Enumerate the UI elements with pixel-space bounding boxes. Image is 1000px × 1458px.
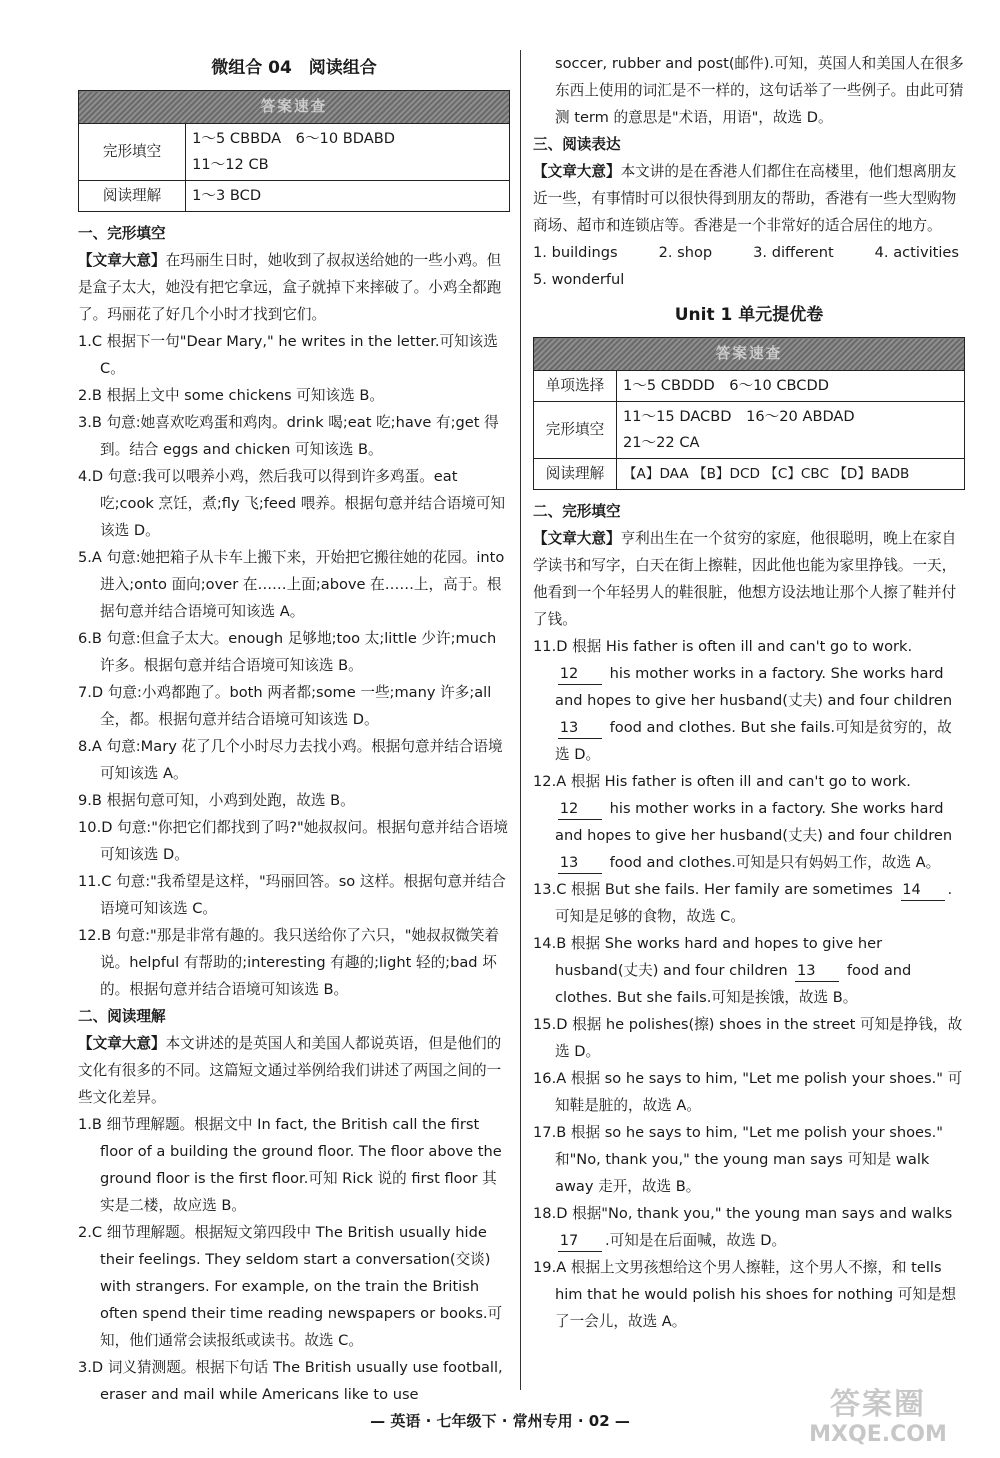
answer-line: 1～3 BCD bbox=[192, 187, 262, 204]
summary-tag: 【文章大意】 bbox=[78, 252, 166, 269]
explanation-text: 根据 so he says to him, "Let me polish your shoes." 可知鞋是脏的，故选 A。 bbox=[555, 1070, 963, 1114]
article-summary bbox=[78, 247, 510, 328]
question-number: 10.D bbox=[78, 819, 113, 836]
blank-number: 13 bbox=[558, 718, 602, 739]
question-number: 16.A bbox=[533, 1070, 567, 1087]
explanation-text: 根据上文中 some chickens 可知该选 B。 bbox=[106, 387, 384, 404]
answer-explanation bbox=[533, 930, 965, 1011]
answer-row-values bbox=[616, 459, 964, 490]
question-number: 7.D bbox=[78, 684, 104, 701]
answer-row-values bbox=[616, 371, 964, 402]
question-number: 2.B bbox=[78, 387, 102, 404]
answer-explanation bbox=[78, 382, 510, 409]
explanation-text: food and clothes. But she fails.可知是挨饿，故选 B。 bbox=[555, 962, 912, 1006]
watermark-logo: 答案圈 bbox=[830, 1387, 926, 1422]
explanation-text: 句意:她把箱子从卡车上搬下来，开始把它搬往她的花园。into 进入;onto 面向;over 在……上面;above 在……上，高于。根据句意并结合语境可知该选 A。 bbox=[100, 549, 505, 620]
page-footer: — 英语 · 七年级下 · 常州专用 · 02 — bbox=[370, 1412, 630, 1430]
right-column bbox=[533, 50, 965, 1335]
answer-row-label: 阅读理解 bbox=[79, 181, 186, 212]
answer-table-header: 答案速查 bbox=[79, 91, 510, 124]
answer-row bbox=[79, 181, 510, 212]
answer-explanation bbox=[78, 463, 510, 544]
explanation-text: 根据句意可知，小鸡到处跑，故选 B。 bbox=[106, 792, 355, 809]
summary-text: 在玛丽生日时，她收到了叔叔送给她的一些小鸡。但是盒子太大，她没有把它拿远，盒子就掉下来摔破了。小鸡全都跑了。玛丽花了好几个小时才找到它们。 bbox=[78, 252, 502, 323]
question-number: 15.D bbox=[533, 1016, 568, 1033]
explanation-text: 句意:"那是非常有趣的。我只送给你了六只，"她叔叔微笑着说。helpful 有帮助的;interesting 有趣的;light 轻的;bad 坏的。根据句意并结合语境可知该选 B。 bbox=[100, 927, 500, 998]
answer-row-values bbox=[616, 402, 964, 459]
answer-explanation bbox=[533, 633, 965, 768]
explanation-text: his mother works in a factory. She works hard and hopes to give her husband(丈夫) and four children bbox=[555, 800, 953, 844]
answer-row-values bbox=[186, 181, 510, 212]
question-number: 1.C bbox=[78, 333, 103, 350]
question-number: 1.B bbox=[78, 1116, 102, 1133]
answer-explanation bbox=[78, 679, 510, 733]
fill-answer: 3. different bbox=[753, 244, 834, 261]
answer-line bbox=[533, 239, 965, 266]
article-summary bbox=[533, 525, 965, 633]
answer-explanation bbox=[533, 1200, 965, 1254]
article-summary bbox=[533, 158, 965, 239]
answer-explanation bbox=[533, 1065, 965, 1119]
question-number: 11.C bbox=[78, 873, 112, 890]
answer-table-header: 答案速查 bbox=[534, 338, 965, 371]
answer-explanation bbox=[78, 733, 510, 787]
explanation-text: 句意:Mary 花了几个小时尽力去找小鸡。根据句意并结合语境可知该选 A。 bbox=[100, 738, 503, 782]
explanation-text: 根据 His father is often ill and can't go to work. bbox=[570, 773, 911, 790]
answer-explanation bbox=[78, 328, 510, 382]
explanation-text: 根据 so he says to him, "Let me polish your shoes." 和"No, thank you," the young man says 可知是 walk away 走开，故选 B。 bbox=[555, 1124, 943, 1195]
answer-explanation bbox=[78, 922, 510, 1003]
answer-explanation bbox=[533, 768, 965, 876]
question-number: 4.D bbox=[78, 468, 104, 485]
explanation-text: 细节理解题。根据短文第四段中 The British usually hide their feelings. They seldom start a conversation(交谈) with strangers. For example, on the train the British often spend their time reading newspapers or books.可知，他们通常会读报纸或读书。故选 C。 bbox=[100, 1224, 503, 1349]
answer-explanation bbox=[533, 1011, 965, 1065]
summary-tag: 【文章大意】 bbox=[533, 530, 621, 547]
question-number: 5.A bbox=[78, 549, 102, 566]
summary-text: 本文讲的是在香港人们都住在高楼里，他们想离朋友近一些，有事情时可以很快得到朋友的帮助，香港有一些大型购物商场、超市和连锁店等。香港是一个非常好的适合居住的地方。 bbox=[533, 163, 957, 234]
answer-explanation bbox=[533, 1119, 965, 1200]
summary-text: 本文讲述的是英国人和美国人都说英语，但是他们的文化有很多的不同。这篇短文通过举例给我们讲述了两国之间的一些文化差异。 bbox=[78, 1035, 502, 1106]
explanation-text: 句意:"你把它们都找到了吗?"她叔叔问。根据句意并结合语境可知该选 D。 bbox=[100, 819, 509, 863]
answer-line: 21～22 CA bbox=[622, 434, 700, 451]
question-number: 12.A bbox=[533, 773, 567, 790]
question-number: 14.B bbox=[533, 935, 567, 952]
question-number: 2.C bbox=[78, 1224, 103, 1241]
explanation-text: 词义猜测题。根据下句话 The British usually use football, eraser and mail while Americans like to use bbox=[100, 1359, 503, 1403]
section-title: 微组合 04 阅读组合 bbox=[211, 58, 377, 78]
fill-answer: 1. buildings bbox=[533, 244, 618, 261]
fill-answer: 2. shop bbox=[658, 244, 713, 261]
answer-row-values bbox=[186, 124, 510, 181]
explanation-text: 句意:小鸡都跑了。both 两者都;some 一些;many 许多;all 全，都。根据句意并结合语境可知该选 D。 bbox=[100, 684, 492, 728]
blank-number: 13 bbox=[558, 853, 602, 874]
fill-answer: 4. activities bbox=[874, 244, 959, 261]
answer-explanation bbox=[78, 544, 510, 625]
answer-line: 11～12 CB bbox=[192, 156, 269, 173]
blank-number: 13 bbox=[795, 961, 839, 982]
explanation-text: 根据"No, thank you," the young man says and walks bbox=[572, 1205, 953, 1222]
column-divider bbox=[520, 50, 521, 1390]
answer-explanation bbox=[78, 787, 510, 814]
summary-tag: 【文章大意】 bbox=[533, 163, 621, 180]
summary-text: 亨利出生在一个贫穷的家庭，他很聪明，晚上在家自学读书和写字，白天在街上擦鞋，因此他也能为家里挣钱。一天，他看到一个年轻男人的鞋很脏，他想方设法地让那个人擦了鞋并付了钱。 bbox=[533, 530, 957, 628]
explanation-text: 根据下一句"Dear Mary," he writes in the letter.可知该选 C。 bbox=[100, 333, 498, 377]
answer-row bbox=[534, 402, 965, 459]
blank-number: 12 bbox=[558, 799, 602, 820]
question-number: 18.D bbox=[533, 1205, 568, 1222]
answer-explanation bbox=[533, 876, 965, 930]
question-number: 3.D bbox=[78, 1359, 104, 1376]
question-number: 17.B bbox=[533, 1124, 567, 1141]
question-number: 9.B bbox=[78, 792, 102, 809]
answer-line: 11～15 DACBD 16～20 ABDAD bbox=[622, 408, 855, 425]
explanation-text: 根据 he polishes(擦) shoes in the street 可知是挣钱，故选 D。 bbox=[555, 1016, 963, 1060]
explanation-text: 根据 His father is often ill and can't go to work. bbox=[572, 638, 913, 655]
explanation-text: 根据 But she fails. Her family are sometimes bbox=[571, 881, 893, 898]
answer-explanation bbox=[78, 409, 510, 463]
summary-tag: 【文章大意】 bbox=[78, 1035, 166, 1052]
explanation-text: 句意:"我希望是这样，"玛丽回答。so 这样。根据句意并结合语境可知该选 C。 bbox=[100, 873, 506, 917]
answer-row-label: 阅读理解 bbox=[534, 459, 617, 490]
explanation-text: 细节理解题。根据文中 In fact, the British call the first floor of a building the ground floor. The floor above the ground floor is the first floor.可知 Rick 说的 first floor 其实是二楼，故应选 B。 bbox=[100, 1116, 502, 1214]
answer-line: 1～5 CBDDD 6～10 CBCDD bbox=[622, 377, 829, 394]
explanation-text: 句意:她喜欢吃鸡蛋和鸡肉。drink 喝;eat 吃;have 有;get 得到。结合 eggs and chicken 可知该选 B。 bbox=[100, 414, 499, 458]
blank-number: 12 bbox=[558, 664, 602, 685]
answer-row bbox=[79, 124, 510, 181]
article-summary bbox=[78, 1030, 510, 1111]
answer-explanation bbox=[78, 1111, 510, 1219]
explanation-text: 根据上文男孩想给这个男人擦鞋，这个男人不擦，和 tells him that he would polish his shoes for nothing 可知是想了一会儿，故选 A。 bbox=[555, 1259, 957, 1330]
section-heading: 二、完形填空 bbox=[533, 503, 621, 520]
explanation-text: 句意:但盒子太大。enough 足够地;too 太;little 少许;much 许多。根据句意并结合语境可知该选 B。 bbox=[100, 630, 497, 674]
answer-explanation bbox=[78, 868, 510, 922]
question-number: 8.A bbox=[78, 738, 102, 755]
answer-explanation bbox=[78, 1219, 510, 1354]
answer-row-label: 单项选择 bbox=[534, 371, 617, 402]
question-number: 13.C bbox=[533, 881, 567, 898]
answer-table bbox=[533, 337, 965, 490]
answer-row-label: 完形填空 bbox=[79, 124, 186, 181]
watermark bbox=[778, 1387, 978, 1454]
explanation-text: 根据 She works hard and hopes to give her husband(丈夫) and four children bbox=[555, 935, 883, 979]
question-number: 19.A bbox=[533, 1259, 567, 1276]
question-number: 6.B bbox=[78, 630, 102, 647]
answer-line: 【A】DAA 【B】DCD 【C】CBC 【D】BADB bbox=[622, 466, 910, 482]
question-number: 11.D bbox=[533, 638, 568, 655]
answer-explanation bbox=[533, 1254, 965, 1335]
answer-row bbox=[534, 371, 965, 402]
blank-number: 14 bbox=[901, 880, 945, 901]
section-heading: 三、阅读表达 bbox=[533, 136, 621, 153]
answer-explanation bbox=[78, 814, 510, 868]
section-heading: 二、阅读理解 bbox=[78, 1008, 166, 1025]
blank-number: 17 bbox=[558, 1231, 602, 1252]
explanation-text: 句意:我可以喂养小鸡，然后我可以得到许多鸡蛋。eat 吃;cook 烹饪，煮;fly 飞;feed 喂养。根据句意并结合语境可知该选 D。 bbox=[100, 468, 506, 539]
answer-table bbox=[78, 90, 510, 212]
left-column bbox=[78, 50, 510, 1408]
explanation-text: food and clothes. But she fails.可知是贫穷的，故选 D。 bbox=[555, 719, 952, 763]
fill-answer: 5. wonderful bbox=[533, 271, 625, 288]
answer-line: 1～5 CBBDA 6～10 BDABD bbox=[192, 130, 395, 147]
explanation-text: food and clothes.可知是只有妈妈工作，故选 A。 bbox=[609, 854, 941, 871]
continued-explanation: soccer, rubber and post(邮件).可知，英国人和美国人在很多东西上使用的词汇是不一样的，这句话举了一些例子。由此可猜测 term 的意思是"术语，用语"，故选 D。 bbox=[555, 55, 964, 126]
unit-title: Unit 1 单元提优卷 bbox=[674, 305, 824, 325]
answer-row bbox=[534, 459, 965, 490]
question-number: 12.B bbox=[78, 927, 112, 944]
explanation-text: .可知是在后面喊，故选 D。 bbox=[605, 1232, 787, 1249]
question-number: 3.B bbox=[78, 414, 102, 431]
watermark-url: MXQE.COM bbox=[809, 1422, 947, 1447]
answer-row-label: 完形填空 bbox=[534, 402, 617, 459]
answer-explanation bbox=[78, 1354, 510, 1408]
answer-explanation bbox=[78, 625, 510, 679]
explanation-text: his mother works in a factory. She works hard and hopes to give her husband(丈夫) and four children bbox=[555, 665, 953, 709]
section-heading: 一、完形填空 bbox=[78, 225, 166, 242]
explanation-text: .可知是足够的食物，故选 C。 bbox=[555, 881, 953, 925]
